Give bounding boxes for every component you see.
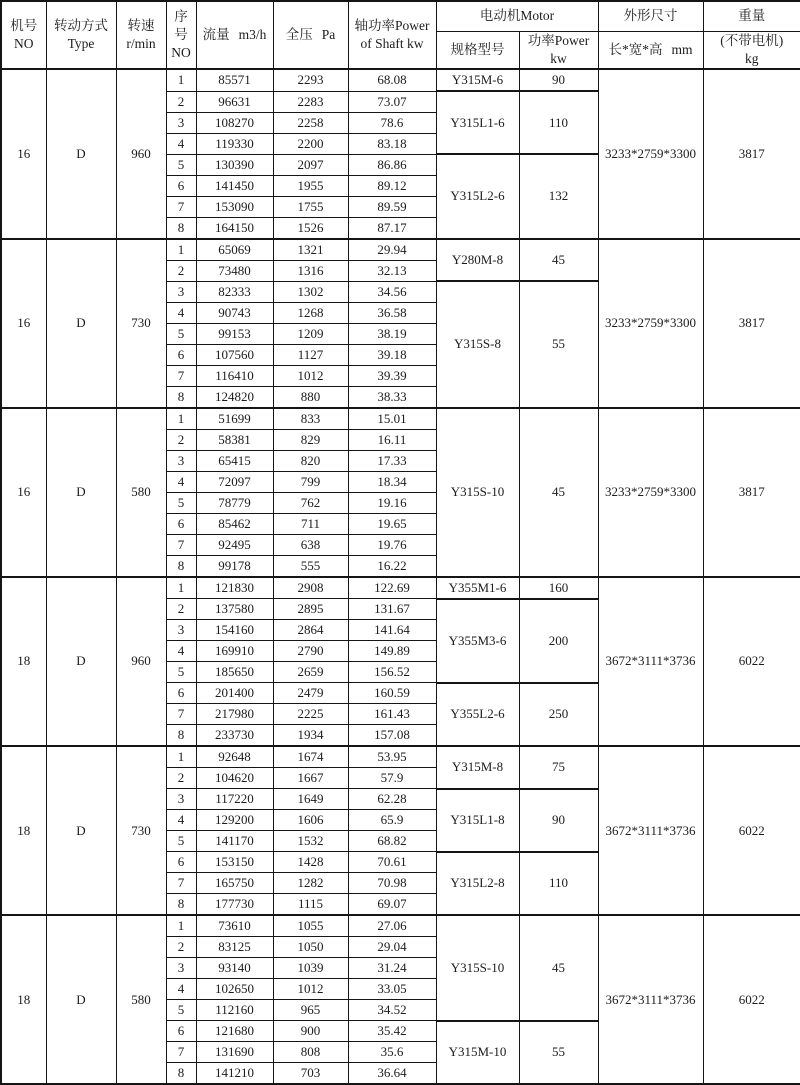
shaft-power-cell: 65.9 <box>348 810 436 831</box>
pressure-cell: 2790 <box>273 641 348 662</box>
motor-power-cell: 45 <box>519 408 598 577</box>
seq-cell: 1 <box>166 577 196 599</box>
pressure-cell: 1428 <box>273 852 348 873</box>
seq-cell: 1 <box>166 746 196 768</box>
flow-cell: 58381 <box>196 429 273 450</box>
seq-cell: 7 <box>166 534 196 555</box>
flow-cell: 96631 <box>196 91 273 112</box>
flow-cell: 51699 <box>196 408 273 430</box>
table-body <box>1 69 800 1084</box>
shaft-power-cell: 18.34 <box>348 471 436 492</box>
shaft-power-cell: 16.22 <box>348 555 436 577</box>
shaft-power-cell: 73.07 <box>348 91 436 112</box>
flow-cell: 217980 <box>196 704 273 725</box>
header-flow-zh: 流量 <box>202 26 230 42</box>
shaft-power-cell: 33.05 <box>348 979 436 1000</box>
pressure-cell: 1012 <box>273 979 348 1000</box>
pressure-cell: 762 <box>273 492 348 513</box>
seq-cell: 3 <box>166 789 196 810</box>
header-motor-model: 规格型号 <box>436 31 519 69</box>
header-motor-power-unit: kw <box>550 50 567 66</box>
shaft-power-cell: 38.19 <box>348 323 436 344</box>
seq-cell: 7 <box>166 704 196 725</box>
pressure-cell: 880 <box>273 386 348 408</box>
weight-cell: 6022 <box>703 746 800 915</box>
machine-no-cell: 18 <box>1 746 46 915</box>
motor-power-cell: 110 <box>519 852 598 916</box>
pressure-cell: 1127 <box>273 344 348 365</box>
flow-cell: 85462 <box>196 513 273 534</box>
flow-cell: 129200 <box>196 810 273 831</box>
flow-cell: 165750 <box>196 873 273 894</box>
seq-cell: 7 <box>166 365 196 386</box>
header-machine-no-en: NO <box>14 36 34 51</box>
shaft-power-cell: 39.39 <box>348 365 436 386</box>
shaft-power-cell: 78.6 <box>348 112 436 133</box>
shaft-power-cell: 161.43 <box>348 704 436 725</box>
seq-cell: 5 <box>166 831 196 852</box>
motor-power-cell: 75 <box>519 746 598 789</box>
header-dimensions: 外形尺寸 <box>598 1 703 31</box>
seq-cell: 2 <box>166 599 196 620</box>
shaft-power-cell: 31.24 <box>348 958 436 979</box>
header-flow-unit: m3/h <box>238 26 267 42</box>
flow-cell: 92495 <box>196 534 273 555</box>
flow-cell: 78779 <box>196 492 273 513</box>
pressure-cell: 711 <box>273 513 348 534</box>
seq-cell: 7 <box>166 1042 196 1063</box>
seq-cell: 6 <box>166 513 196 534</box>
header-seq <box>166 1 196 69</box>
pressure-cell: 820 <box>273 450 348 471</box>
seq-cell: 2 <box>166 937 196 958</box>
shaft-power-cell: 15.01 <box>348 408 436 430</box>
motor-model-cell: Y280M-8 <box>436 239 519 282</box>
shaft-power-cell: 34.52 <box>348 1000 436 1021</box>
seq-cell: 5 <box>166 492 196 513</box>
shaft-power-cell: 141.64 <box>348 620 436 641</box>
shaft-power-cell: 38.33 <box>348 386 436 408</box>
shaft-power-cell: 83.18 <box>348 133 436 154</box>
pressure-cell: 1115 <box>273 894 348 916</box>
motor-model-cell: Y315L1-8 <box>436 789 519 852</box>
pressure-cell: 703 <box>273 1063 348 1085</box>
machine-no-cell: 16 <box>1 239 46 408</box>
flow-cell: 92648 <box>196 746 273 768</box>
flow-cell: 141450 <box>196 175 273 196</box>
seq-cell: 1 <box>166 239 196 261</box>
header-speed-zh: 转速 <box>127 17 155 33</box>
seq-cell: 3 <box>166 112 196 133</box>
seq-cell: 4 <box>166 641 196 662</box>
pressure-cell: 799 <box>273 471 348 492</box>
dimensions-cell: 3233*2759*3300 <box>598 239 703 408</box>
pressure-cell: 1209 <box>273 323 348 344</box>
flow-cell: 107560 <box>196 344 273 365</box>
pressure-cell: 1649 <box>273 789 348 810</box>
header-motor: 电动机Motor <box>436 1 598 31</box>
seq-cell: 3 <box>166 620 196 641</box>
flow-cell: 119330 <box>196 133 273 154</box>
header-weight-sub <box>703 31 800 69</box>
seq-cell: 6 <box>166 1021 196 1042</box>
flow-cell: 130390 <box>196 154 273 175</box>
pressure-cell: 965 <box>273 1000 348 1021</box>
flow-cell: 102650 <box>196 979 273 1000</box>
flow-cell: 141210 <box>196 1063 273 1085</box>
flow-cell: 121830 <box>196 577 273 599</box>
shaft-power-cell: 131.67 <box>348 599 436 620</box>
seq-cell: 8 <box>166 725 196 747</box>
seq-cell: 8 <box>166 1063 196 1085</box>
shaft-power-cell: 86.86 <box>348 154 436 175</box>
seq-cell: 1 <box>166 408 196 430</box>
pressure-cell: 808 <box>273 1042 348 1063</box>
seq-cell: 1 <box>166 69 196 91</box>
pressure-cell: 1268 <box>273 302 348 323</box>
flow-cell: 112160 <box>196 1000 273 1021</box>
table-row <box>1 69 800 91</box>
header-machine-no-zh: 机号 <box>10 17 38 33</box>
seq-cell: 2 <box>166 768 196 789</box>
dimensions-cell: 3233*2759*3300 <box>598 408 703 577</box>
shaft-power-cell: 35.6 <box>348 1042 436 1063</box>
flow-cell: 154160 <box>196 620 273 641</box>
flow-cell: 93140 <box>196 958 273 979</box>
motor-power-cell: 45 <box>519 239 598 282</box>
drive-type-cell: D <box>46 577 116 747</box>
shaft-power-cell: 17.33 <box>348 450 436 471</box>
shaft-power-cell: 29.04 <box>348 937 436 958</box>
seq-cell: 5 <box>166 323 196 344</box>
header-drive-type-zh: 转动方式 <box>54 17 108 33</box>
shaft-power-cell: 39.18 <box>348 344 436 365</box>
speed-cell: 960 <box>116 577 166 747</box>
flow-cell: 137580 <box>196 599 273 620</box>
pressure-cell: 1532 <box>273 831 348 852</box>
motor-model-cell: Y355M1-6 <box>436 577 519 599</box>
pressure-cell: 1050 <box>273 937 348 958</box>
seq-cell: 8 <box>166 555 196 577</box>
pressure-cell: 1039 <box>273 958 348 979</box>
seq-cell: 4 <box>166 302 196 323</box>
speed-cell: 960 <box>116 69 166 239</box>
flow-cell: 116410 <box>196 365 273 386</box>
header-speed <box>116 1 166 69</box>
flow-cell: 73480 <box>196 260 273 281</box>
weight-cell: 3817 <box>703 239 800 408</box>
pressure-cell: 2293 <box>273 69 348 91</box>
seq-cell: 6 <box>166 175 196 196</box>
header-shaft-power-line1: 轴功率Power <box>354 17 430 33</box>
pressure-cell: 2479 <box>273 683 348 704</box>
pressure-cell: 829 <box>273 429 348 450</box>
drive-type-cell: D <box>46 746 116 915</box>
shaft-power-cell: 68.08 <box>348 69 436 91</box>
seq-cell: 7 <box>166 196 196 217</box>
pressure-cell: 1321 <box>273 239 348 261</box>
shaft-power-cell: 19.65 <box>348 513 436 534</box>
flow-cell: 131690 <box>196 1042 273 1063</box>
seq-cell: 7 <box>166 873 196 894</box>
speed-cell: 580 <box>116 915 166 1084</box>
motor-model-cell: Y315S-10 <box>436 408 519 577</box>
seq-cell: 6 <box>166 683 196 704</box>
motor-power-cell: 90 <box>519 789 598 852</box>
flow-cell: 104620 <box>196 768 273 789</box>
shaft-power-cell: 57.9 <box>348 768 436 789</box>
seq-cell: 4 <box>166 810 196 831</box>
header-dimensions-unit: mm <box>671 41 693 57</box>
seq-cell: 2 <box>166 429 196 450</box>
drive-type-cell: D <box>46 69 116 239</box>
pressure-cell: 1674 <box>273 746 348 768</box>
weight-cell: 6022 <box>703 915 800 1084</box>
header-shaft-power-line2: of Shaft kw <box>360 36 424 51</box>
speed-cell: 580 <box>116 408 166 577</box>
flow-cell: 185650 <box>196 662 273 683</box>
seq-cell: 6 <box>166 852 196 873</box>
motor-model-cell: Y315L1-6 <box>436 91 519 154</box>
header-weight-unit: kg <box>745 50 759 66</box>
shaft-power-cell: 89.12 <box>348 175 436 196</box>
weight-cell: 3817 <box>703 69 800 239</box>
table-row <box>1 408 800 430</box>
motor-power-cell: 160 <box>519 577 598 599</box>
flow-cell: 65415 <box>196 450 273 471</box>
flow-cell: 65069 <box>196 239 273 261</box>
weight-cell: 6022 <box>703 577 800 747</box>
weight-cell: 3817 <box>703 408 800 577</box>
shaft-power-cell: 89.59 <box>348 196 436 217</box>
header-motor-power <box>519 31 598 69</box>
seq-cell: 3 <box>166 281 196 302</box>
machine-no-cell: 16 <box>1 69 46 239</box>
pressure-cell: 1316 <box>273 260 348 281</box>
motor-model-cell: Y315L2-6 <box>436 154 519 239</box>
pressure-cell: 1955 <box>273 175 348 196</box>
header-pressure-unit: Pa <box>321 26 336 42</box>
seq-cell: 1 <box>166 915 196 937</box>
motor-power-cell: 110 <box>519 91 598 154</box>
header-drive-type <box>46 1 116 69</box>
seq-cell: 5 <box>166 1000 196 1021</box>
shaft-power-cell: 32.13 <box>348 260 436 281</box>
shaft-power-cell: 35.42 <box>348 1021 436 1042</box>
flow-cell: 99178 <box>196 555 273 577</box>
shaft-power-cell: 157.08 <box>348 725 436 747</box>
pressure-cell: 2283 <box>273 91 348 112</box>
pressure-cell: 1012 <box>273 365 348 386</box>
drive-type-cell: D <box>46 239 116 408</box>
header-seq-en: NO <box>171 45 191 61</box>
motor-model-cell: Y315M-10 <box>436 1021 519 1085</box>
flow-cell: 83125 <box>196 937 273 958</box>
shaft-power-cell: 122.69 <box>348 577 436 599</box>
header-machine-no <box>1 1 46 69</box>
shaft-power-cell: 149.89 <box>348 641 436 662</box>
header-dimensions-formula: 长*宽*高 <box>608 41 663 57</box>
seq-cell: 5 <box>166 662 196 683</box>
header-weight: 重量 <box>703 1 800 31</box>
flow-cell: 85571 <box>196 69 273 91</box>
motor-power-cell: 55 <box>519 281 598 408</box>
motor-model-cell: Y315S-8 <box>436 281 519 408</box>
motor-model-cell: Y315M-8 <box>436 746 519 789</box>
shaft-power-cell: 160.59 <box>348 683 436 704</box>
shaft-power-cell: 53.95 <box>348 746 436 768</box>
flow-cell: 233730 <box>196 725 273 747</box>
shaft-power-cell: 19.16 <box>348 492 436 513</box>
header-flow <box>196 1 273 69</box>
pressure-cell: 638 <box>273 534 348 555</box>
seq-cell: 3 <box>166 450 196 471</box>
shaft-power-cell: 156.52 <box>348 662 436 683</box>
header-drive-type-en: Type <box>67 36 95 51</box>
pressure-cell: 1934 <box>273 725 348 747</box>
pressure-cell: 555 <box>273 555 348 577</box>
dimensions-cell: 3672*3111*3736 <box>598 915 703 1084</box>
motor-power-cell: 55 <box>519 1021 598 1085</box>
flow-cell: 90743 <box>196 302 273 323</box>
motor-model-cell: Y315M-6 <box>436 69 519 91</box>
header-motor-power-line1: 功率Power <box>527 32 590 48</box>
dimensions-cell: 3233*2759*3300 <box>598 69 703 239</box>
pressure-cell: 2908 <box>273 577 348 599</box>
flow-cell: 153150 <box>196 852 273 873</box>
flow-cell: 99153 <box>196 323 273 344</box>
motor-power-cell: 45 <box>519 915 598 1021</box>
machine-no-cell: 16 <box>1 408 46 577</box>
pressure-cell: 1667 <box>273 768 348 789</box>
flow-cell: 108270 <box>196 112 273 133</box>
seq-cell: 8 <box>166 386 196 408</box>
machine-no-cell: 18 <box>1 577 46 747</box>
pressure-cell: 1055 <box>273 915 348 937</box>
motor-model-cell: Y315L2-8 <box>436 852 519 916</box>
seq-cell: 3 <box>166 958 196 979</box>
flow-cell: 141170 <box>196 831 273 852</box>
pressure-cell: 2225 <box>273 704 348 725</box>
dimensions-cell: 3672*3111*3736 <box>598 746 703 915</box>
header-speed-unit: r/min <box>126 36 156 51</box>
flow-cell: 201400 <box>196 683 273 704</box>
pressure-cell: 833 <box>273 408 348 430</box>
table-header <box>1 1 800 69</box>
shaft-power-cell: 16.11 <box>348 429 436 450</box>
seq-cell: 8 <box>166 894 196 916</box>
shaft-power-cell: 68.82 <box>348 831 436 852</box>
motor-model-cell: Y355L2-6 <box>436 683 519 747</box>
seq-cell: 5 <box>166 154 196 175</box>
flow-cell: 117220 <box>196 789 273 810</box>
flow-cell: 121680 <box>196 1021 273 1042</box>
pressure-cell: 2659 <box>273 662 348 683</box>
machine-no-cell: 18 <box>1 915 46 1084</box>
pressure-cell: 2864 <box>273 620 348 641</box>
flow-cell: 153090 <box>196 196 273 217</box>
header-pressure <box>273 1 348 69</box>
flow-cell: 164150 <box>196 217 273 239</box>
header-weight-note: (不带电机) <box>720 32 784 48</box>
shaft-power-cell: 29.94 <box>348 239 436 261</box>
motor-model-cell: Y355M3-6 <box>436 599 519 683</box>
header-seq-zh2: 号 <box>174 26 188 42</box>
flow-cell: 177730 <box>196 894 273 916</box>
shaft-power-cell: 62.28 <box>348 789 436 810</box>
header-shaft-power <box>348 1 436 69</box>
seq-cell: 8 <box>166 217 196 239</box>
motor-power-cell: 200 <box>519 599 598 683</box>
pressure-cell: 2258 <box>273 112 348 133</box>
drive-type-cell: D <box>46 915 116 1084</box>
shaft-power-cell: 27.06 <box>348 915 436 937</box>
header-pressure-zh: 全压 <box>285 26 313 42</box>
seq-cell: 4 <box>166 133 196 154</box>
table-row <box>1 577 800 599</box>
pressure-cell: 2097 <box>273 154 348 175</box>
dimensions-cell: 3672*3111*3736 <box>598 577 703 747</box>
table-row <box>1 746 800 768</box>
shaft-power-cell: 70.98 <box>348 873 436 894</box>
flow-cell: 82333 <box>196 281 273 302</box>
pressure-cell: 1282 <box>273 873 348 894</box>
flow-cell: 124820 <box>196 386 273 408</box>
pressure-cell: 1302 <box>273 281 348 302</box>
pressure-cell: 1526 <box>273 217 348 239</box>
pressure-cell: 900 <box>273 1021 348 1042</box>
shaft-power-cell: 36.58 <box>348 302 436 323</box>
seq-cell: 6 <box>166 344 196 365</box>
seq-cell: 2 <box>166 91 196 112</box>
table-row <box>1 915 800 937</box>
table-row <box>1 239 800 261</box>
shaft-power-cell: 34.56 <box>348 281 436 302</box>
flow-cell: 169910 <box>196 641 273 662</box>
speed-cell: 730 <box>116 239 166 408</box>
pressure-cell: 1606 <box>273 810 348 831</box>
shaft-power-cell: 87.17 <box>348 217 436 239</box>
motor-power-cell: 132 <box>519 154 598 239</box>
header-seq-zh1: 序 <box>174 8 188 24</box>
pressure-cell: 2895 <box>273 599 348 620</box>
pressure-cell: 2200 <box>273 133 348 154</box>
drive-type-cell: D <box>46 408 116 577</box>
shaft-power-cell: 36.64 <box>348 1063 436 1085</box>
flow-cell: 72097 <box>196 471 273 492</box>
shaft-power-cell: 70.61 <box>348 852 436 873</box>
motor-model-cell: Y315S-10 <box>436 915 519 1021</box>
seq-cell: 4 <box>166 979 196 1000</box>
shaft-power-cell: 19.76 <box>348 534 436 555</box>
pressure-cell: 1755 <box>273 196 348 217</box>
motor-power-cell: 250 <box>519 683 598 747</box>
flow-cell: 73610 <box>196 915 273 937</box>
motor-power-cell: 90 <box>519 69 598 91</box>
speed-cell: 730 <box>116 746 166 915</box>
seq-cell: 4 <box>166 471 196 492</box>
shaft-power-cell: 69.07 <box>348 894 436 916</box>
header-dimensions-sub <box>598 31 703 69</box>
seq-cell: 2 <box>166 260 196 281</box>
